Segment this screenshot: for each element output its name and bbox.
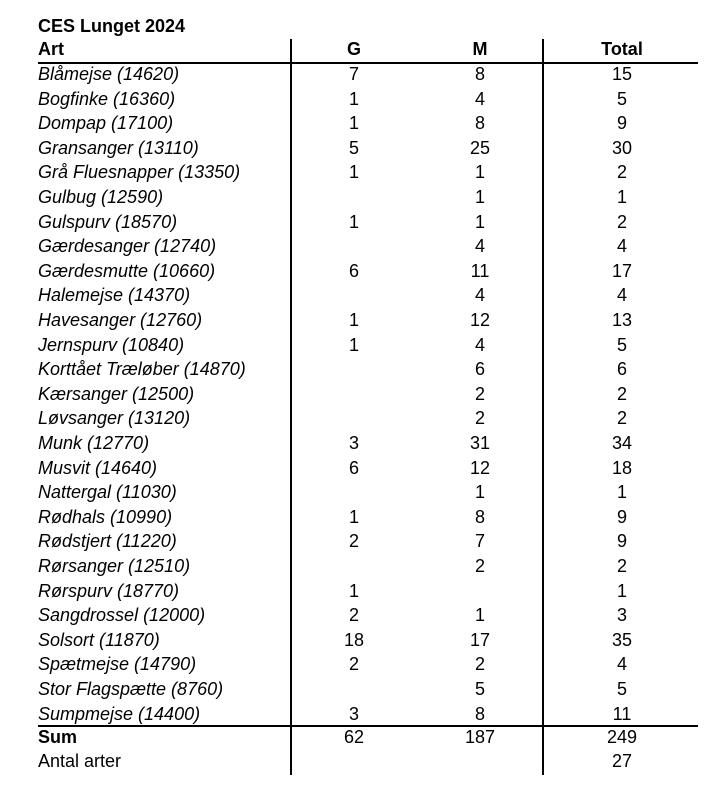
table-row: [0, 382, 727, 407]
species-name: Gulbug (12590): [38, 187, 164, 207]
species-name: Grå Fluesnapper (13350): [38, 162, 241, 183]
species-m: 1: [474, 605, 485, 626]
species-g: 6: [348, 457, 359, 478]
species-g: 1: [348, 88, 359, 109]
species-total: 5: [616, 334, 627, 355]
header-g: G: [346, 39, 361, 59]
header-art: Art: [38, 39, 64, 59]
table-row: [0, 652, 727, 677]
species-total: 30: [611, 137, 633, 158]
species-name: Korttået Træløber (14870): [38, 359, 246, 380]
species-m: 12: [469, 310, 491, 330]
species-g: 5: [348, 137, 359, 158]
species-g: 3: [348, 433, 359, 453]
antal-arter-row: [0, 749, 727, 774]
species-m: 2: [474, 654, 485, 675]
species-total: 1: [616, 580, 627, 601]
species-total: 5: [616, 679, 627, 699]
header-row: [0, 37, 727, 62]
species-name: Rødhals (10990): [38, 506, 173, 527]
table-row: [0, 529, 727, 554]
species-m: 4: [474, 236, 485, 257]
table-row: [0, 702, 727, 727]
species-m: 4: [474, 334, 485, 355]
species-name: Gærdesmutte (10660): [38, 260, 216, 281]
species-m: 2: [474, 383, 485, 404]
header-total: Total: [601, 39, 643, 59]
table-row: [0, 579, 727, 604]
species-g: 1: [348, 113, 359, 134]
species-m: 1: [474, 187, 485, 207]
sum-label: Sum: [38, 727, 78, 747]
antal-arter-label: Antal arter: [38, 751, 122, 771]
sum-m: 187: [464, 727, 496, 747]
species-total: 9: [616, 506, 627, 527]
species-total: 11: [612, 703, 632, 724]
species-total: 9: [616, 531, 627, 552]
species-g: 7: [348, 64, 359, 84]
species-total: 15: [611, 64, 633, 84]
species-m: 1: [474, 211, 485, 232]
species-total: 4: [616, 236, 627, 257]
species-total: 1: [616, 187, 627, 207]
table-row: [0, 480, 727, 505]
species-total: 4: [616, 654, 627, 675]
species-m: 4: [474, 285, 485, 306]
species-g: 2: [348, 654, 359, 675]
species-name: Bogfinke (16360): [38, 88, 176, 109]
species-total: 1: [616, 482, 627, 503]
species-name: Nattergal (11030): [38, 482, 177, 503]
species-total: 2: [616, 211, 627, 232]
header-m: M: [472, 39, 488, 59]
species-m: 5: [474, 679, 485, 699]
species-total: 35: [611, 629, 633, 650]
species-m: 31: [469, 433, 491, 453]
species-name: Gransanger (13110): [38, 137, 199, 158]
species-total: 17: [611, 260, 633, 281]
species-name: Halemejse (14370): [38, 285, 191, 306]
table-row: [0, 259, 727, 284]
species-g: 6: [348, 260, 359, 281]
species-name: Rørspurv (18770): [38, 580, 180, 601]
table-row: [0, 357, 727, 382]
species-total: 2: [616, 556, 627, 576]
table-row: [0, 136, 727, 161]
table-row: [0, 406, 727, 431]
species-name: Gulspurv (18570): [38, 211, 178, 232]
species-total: 13: [611, 310, 633, 330]
sum-g: 62: [343, 727, 365, 747]
species-total: 5: [616, 88, 627, 109]
table-row: [0, 160, 727, 185]
species-g: 1: [348, 580, 359, 601]
species-name: Havesanger (12760): [38, 310, 203, 330]
species-m: 1: [474, 162, 485, 183]
table-row: [0, 677, 727, 702]
species-m: 8: [474, 703, 485, 724]
species-name: Jernspurv (10840): [38, 334, 185, 355]
species-name: Spætmejse (14790): [38, 654, 197, 675]
table-title: CES Lunget 2024: [38, 16, 186, 36]
species-m: 12: [469, 457, 491, 478]
species-name: Rørsanger (12510): [38, 556, 191, 576]
species-g: 1: [348, 211, 359, 232]
species-m: 4: [474, 88, 485, 109]
species-total: 6: [616, 359, 627, 380]
table-row: [0, 210, 727, 235]
species-m: 11: [470, 260, 490, 281]
species-m: 8: [474, 113, 485, 134]
species-name: Musvit (14640): [38, 457, 158, 478]
species-name: Munk (12770): [38, 433, 150, 453]
species-g: 3: [348, 703, 359, 724]
species-total: 4: [616, 285, 627, 306]
species-name: Stor Flagspætte (8760): [38, 679, 224, 699]
table-row: [0, 234, 727, 259]
species-name: Sangdrossel (12000): [38, 605, 206, 626]
species-total: 3: [616, 605, 627, 626]
table-row: [0, 87, 727, 112]
species-g: 1: [348, 334, 359, 355]
table-row: [0, 456, 727, 481]
species-total: 34: [611, 433, 633, 453]
species-m: 8: [474, 64, 485, 84]
species-g: 2: [348, 605, 359, 626]
species-name: Dompap (17100): [38, 113, 174, 134]
species-m: 7: [474, 531, 485, 552]
sum-row: [0, 725, 727, 750]
species-m: 1: [474, 482, 485, 503]
species-name: Rødstjert (11220): [38, 531, 177, 552]
table-row: [0, 628, 727, 653]
species-total: 2: [616, 162, 627, 183]
table-row: [0, 111, 727, 136]
table-row: [0, 333, 727, 358]
table-row: [0, 283, 727, 308]
species-m: 2: [474, 556, 485, 576]
table-row: [0, 185, 727, 210]
table-row: [0, 554, 727, 579]
species-name: Løvsanger (13120): [38, 408, 191, 429]
species-name: Blåmejse (14620): [38, 64, 180, 84]
species-m: 2: [474, 408, 485, 429]
species-m: 17: [469, 629, 491, 650]
species-total: 9: [616, 113, 627, 134]
species-g: 1: [348, 162, 359, 183]
species-g: 18: [343, 629, 365, 650]
species-name: Gærdesanger (12740): [38, 236, 217, 257]
table-row: [0, 431, 727, 456]
species-m: 6: [474, 359, 485, 380]
table-row: [0, 62, 727, 87]
sum-total: 249: [606, 727, 638, 747]
table-row: [0, 603, 727, 628]
table-row: [0, 505, 727, 530]
species-name: Sumpmejse (14400): [38, 703, 201, 724]
species-g: 1: [348, 506, 359, 527]
species-name: Kærsanger (12500): [38, 383, 195, 404]
species-g: 2: [348, 531, 359, 552]
species-m: 8: [474, 506, 485, 527]
species-total: 2: [616, 383, 627, 404]
species-m: 25: [469, 137, 491, 158]
species-total: 18: [611, 457, 633, 478]
table-row: [0, 308, 727, 333]
antal-arter-total: 27: [611, 751, 633, 771]
species-total: 2: [616, 408, 627, 429]
species-g: 1: [348, 310, 359, 330]
species-name: Solsort (11870): [38, 629, 160, 650]
